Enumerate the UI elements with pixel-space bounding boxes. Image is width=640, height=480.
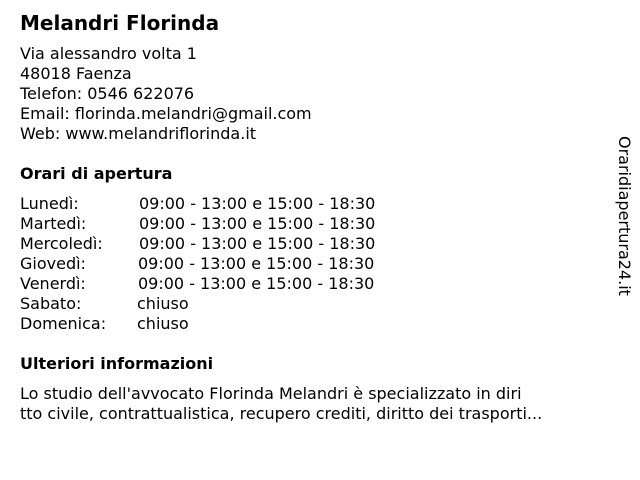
phone: Telefon: 0546 622076 bbox=[20, 84, 195, 103]
day-hours: 09:00 - 13:00 e 15:00 - 18:30 bbox=[139, 214, 376, 233]
day-label: Venerdì: bbox=[20, 274, 86, 293]
website: Web: www.melandriflorinda.it bbox=[20, 124, 257, 143]
day-hours: 09:00 - 13:00 e 15:00 - 18:30 bbox=[139, 234, 376, 253]
city: 48018 Faenza bbox=[20, 64, 132, 83]
day-hours: 09:00 - 13:00 e 15:00 - 18:30 bbox=[138, 274, 375, 293]
description-line: Lo studio dell'avvocato Florinda Melandri è specializzato in diri bbox=[20, 384, 522, 403]
street-address: Via alessandro volta 1 bbox=[20, 44, 197, 63]
side-brand-watermark: Oraridiapertura24.it bbox=[615, 136, 634, 296]
contact-block bbox=[20, 44, 312, 144]
day-hours: 09:00 - 13:00 e 15:00 - 18:30 bbox=[138, 254, 375, 273]
day-label: Sabato: bbox=[20, 294, 82, 313]
description bbox=[20, 384, 600, 424]
day-hours: chiuso bbox=[137, 314, 189, 333]
day-label: Domenica: bbox=[20, 314, 107, 333]
day-label: Martedì: bbox=[20, 214, 87, 233]
day-label: Giovedì: bbox=[20, 254, 86, 273]
day-hours: chiuso bbox=[137, 294, 189, 313]
email: Email: florinda.melandri@gmail.com bbox=[20, 104, 312, 123]
more-info-heading: Ulteriori informazioni bbox=[20, 354, 214, 373]
description-line: tto civile, contrattualistica, recupero crediti, diritto dei trasporti... bbox=[20, 404, 543, 423]
opening-hours-heading: Orari di apertura bbox=[20, 164, 173, 183]
day-hours: 09:00 - 13:00 e 15:00 - 18:30 bbox=[139, 194, 376, 213]
day-label: Lunedì: bbox=[20, 194, 79, 213]
day-label: Mercoledì: bbox=[20, 234, 103, 253]
business-name: Melandri Florinda bbox=[20, 11, 220, 35]
